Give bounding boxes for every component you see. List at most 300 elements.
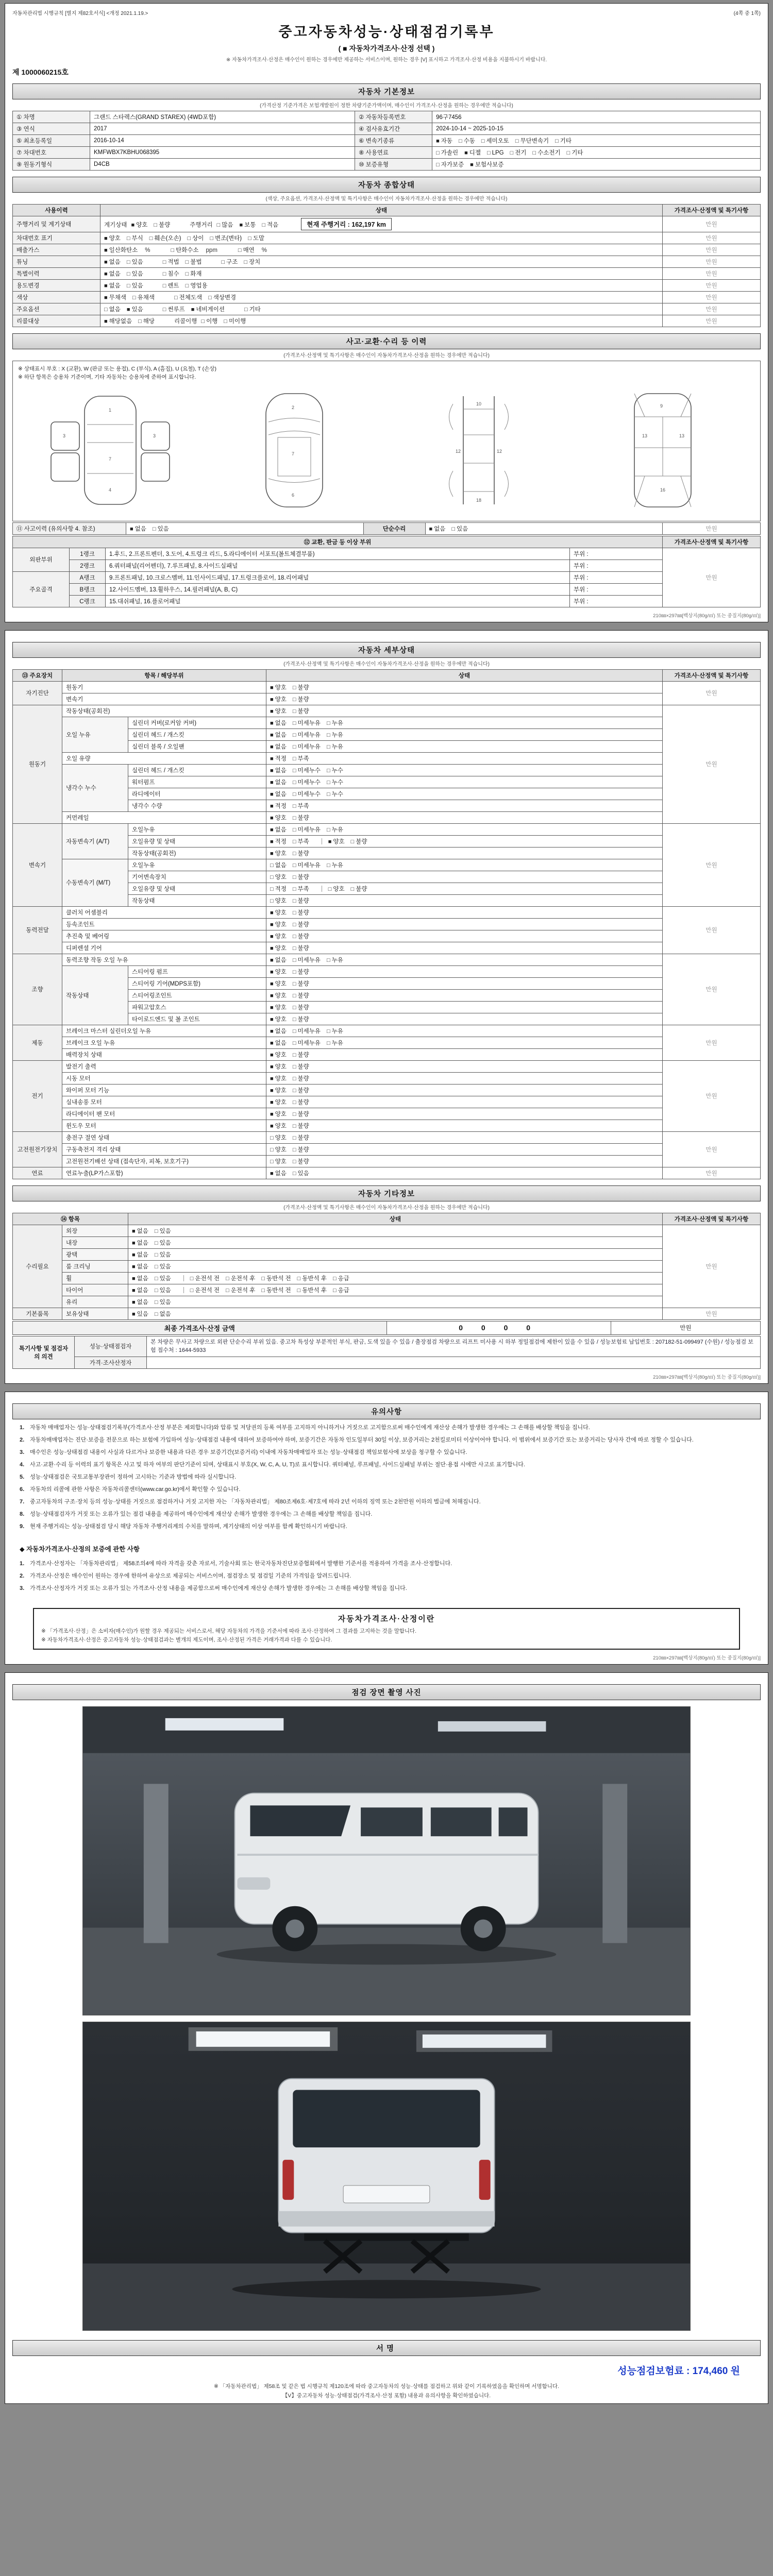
checkbox[interactable] — [293, 731, 321, 739]
device-state — [266, 1072, 663, 1084]
checkbox[interactable] — [293, 1086, 309, 1094]
checkbox[interactable] — [127, 281, 143, 290]
checkbox[interactable] — [293, 849, 309, 857]
checkbox[interactable] — [270, 790, 287, 798]
checkbox-label: 양호 — [275, 1052, 287, 1058]
checkbox[interactable] — [293, 932, 309, 940]
checkbox[interactable] — [270, 873, 287, 881]
checkbox[interactable] — [270, 1169, 287, 1177]
checkbox[interactable] — [155, 1262, 171, 1270]
checkbox[interactable] — [270, 896, 287, 905]
checkbox[interactable] — [333, 1286, 349, 1294]
checkbox-label: 동반석 후 — [302, 1287, 327, 1294]
checkbox-icon: ■ — [270, 1111, 274, 1117]
legend-line-1: ※ 상태표시 부호 : X (교환), W (판금 또는 용접), C (부식), A (흠집), U (요철), T (손상) — [18, 366, 216, 372]
checkbox-icon: ■ — [270, 980, 274, 987]
rank-parts: 12.사이드멤버, 13.휠하우스, 14.필러패널(A, B, C) — [106, 583, 570, 595]
checkbox[interactable] — [293, 1145, 309, 1154]
price-cell: 만원 — [663, 522, 761, 534]
checkbox[interactable] — [293, 1169, 309, 1177]
checkbox[interactable] — [293, 956, 321, 964]
checkbox[interactable] — [130, 524, 146, 533]
price-cell: 만원 — [663, 1060, 761, 1131]
checkbox[interactable] — [155, 1298, 171, 1306]
checkbox[interactable] — [293, 837, 309, 845]
checkbox-label: 미세누유 — [297, 1040, 321, 1046]
checkbox-icon: □ — [350, 886, 355, 892]
checkbox[interactable] — [293, 991, 309, 999]
checkbox[interactable] — [270, 920, 287, 928]
checkbox[interactable] — [459, 137, 475, 145]
checkbox[interactable] — [555, 137, 572, 145]
checkbox[interactable] — [293, 683, 309, 691]
checkbox[interactable] — [104, 234, 121, 242]
device-state — [266, 859, 663, 871]
checkbox-icon: ■ — [132, 1251, 136, 1258]
checkbox[interactable] — [270, 932, 287, 940]
checkbox[interactable] — [470, 160, 503, 168]
checkbox-label: 불량 — [297, 1134, 309, 1141]
price-cell: 만원 — [663, 954, 761, 1025]
checkbox[interactable] — [127, 258, 143, 266]
damage-entry[interactable]: 부위 : — [570, 595, 663, 607]
checkbox[interactable] — [270, 944, 287, 952]
checkbox[interactable] — [270, 1074, 287, 1082]
simple-repair-label: 단순수리 — [363, 522, 425, 534]
checkbox[interactable] — [163, 269, 179, 278]
detail-row — [13, 918, 761, 930]
usage-state — [100, 280, 663, 292]
notice-number: 4. — [20, 1461, 25, 1468]
checkbox[interactable] — [127, 234, 143, 242]
checkbox[interactable] — [270, 1086, 287, 1094]
rank-label: 2랭크 — [70, 560, 106, 571]
etc-row — [13, 1308, 761, 1319]
price-survey-select[interactable]: ( ■ 자동차가격조사·산정 선택 ) — [338, 44, 435, 53]
checkbox[interactable] — [240, 221, 256, 229]
checkbox-label: 디젤 — [469, 150, 481, 156]
checkbox-label: 응급 — [338, 1275, 349, 1282]
device-group: 변속기 — [13, 823, 62, 906]
checkbox-label: 양호 — [275, 1099, 287, 1106]
checkbox[interactable] — [270, 719, 287, 727]
checkbox[interactable] — [155, 1250, 171, 1259]
checkbox[interactable] — [270, 1027, 287, 1035]
checkbox[interactable] — [333, 1274, 349, 1282]
checkbox[interactable] — [436, 148, 458, 157]
checkbox[interactable] — [293, 1015, 309, 1023]
checkbox[interactable] — [226, 1274, 255, 1282]
checkbox-icon: □ — [326, 732, 330, 738]
checkbox[interactable] — [270, 1003, 287, 1011]
checkbox-label: 없음 — [275, 732, 287, 738]
checkbox[interactable] — [351, 837, 367, 845]
checkbox[interactable] — [186, 281, 208, 290]
checkbox[interactable] — [293, 1133, 309, 1142]
checkbox-icon: □ — [162, 283, 166, 289]
checkbox-icon: □ — [292, 1052, 296, 1058]
checkbox[interactable] — [217, 221, 233, 229]
checkbox[interactable] — [104, 258, 121, 266]
notice-item — [20, 1522, 753, 1531]
checkbox[interactable] — [293, 1003, 309, 1011]
checkbox[interactable] — [270, 731, 287, 739]
checkbox[interactable] — [270, 707, 287, 715]
state-group — [174, 317, 252, 325]
checkbox[interactable] — [293, 968, 309, 976]
define-box-body: ※ 「가격조사·산정」은 소비자(매수인)가 원할 경우 제공되는 서비스로서, 해당 자동차의 가격을 기준서에 따라 조사·산정하여 그 결과를 고지하는 것을 말합니다. — [41, 1628, 417, 1635]
checkbox[interactable] — [132, 293, 155, 301]
checkbox-label: 불량 — [297, 684, 309, 691]
detail-row — [13, 1120, 761, 1131]
checkbox[interactable] — [293, 719, 321, 727]
checkbox-icon: ■ — [270, 1063, 274, 1070]
damage-entry[interactable]: 부위 : — [570, 560, 663, 571]
checkbox[interactable] — [270, 979, 287, 988]
checkbox[interactable] — [163, 258, 179, 266]
checkbox[interactable] — [451, 524, 468, 533]
checkbox[interactable] — [328, 885, 345, 893]
device-group: 자기진단 — [13, 681, 62, 705]
checkbox[interactable] — [270, 1050, 287, 1059]
checkbox[interactable] — [222, 258, 238, 266]
checkbox[interactable] — [208, 293, 236, 301]
checkbox[interactable] — [293, 1050, 309, 1059]
checkbox[interactable] — [104, 317, 132, 325]
checkbox[interactable] — [270, 742, 287, 751]
checkbox[interactable] — [270, 754, 287, 762]
checkbox[interactable] — [155, 1227, 171, 1235]
checkbox[interactable] — [327, 956, 343, 964]
checkbox[interactable] — [293, 707, 309, 715]
checkbox[interactable] — [436, 160, 464, 168]
notice-text: 가격조사·산정은 매수인이 원하는 경우에 한하여 유상으로 제공되는 서비스이며, 점검장소 및 점검일 기준의 가격임을 알려드립니다. — [30, 1572, 351, 1579]
notice-text: 매수인은 성능·상태점검 내용이 사실과 다르거나 보증한 내용과 다른 경우 보증기간(보증거리) 이내에 자동차매매업자 또는 성능·상태점검 책임보험사에 보상을 청구할 수 있습니다. — [30, 1449, 467, 1455]
checkbox[interactable] — [270, 1145, 287, 1154]
notice-text: 성능·상태점검은 국토교통부장관이 정하여 고시하는 기준과 방법에 따라 실시합니다. — [30, 1473, 237, 1480]
checkbox[interactable] — [293, 944, 309, 952]
checkbox[interactable] — [154, 221, 170, 229]
checkbox[interactable] — [270, 1015, 287, 1023]
car-top-view-diagram — [217, 386, 372, 515]
checkbox[interactable] — [293, 1027, 321, 1035]
checkbox[interactable] — [293, 802, 309, 810]
checkbox[interactable] — [293, 766, 321, 774]
checkbox[interactable] — [270, 861, 287, 869]
checkbox-label: 있음 — [159, 1228, 171, 1234]
checkbox[interactable] — [270, 1133, 287, 1142]
checkbox-label: 없음 — [275, 743, 287, 750]
checkbox[interactable] — [190, 1274, 220, 1282]
device-state — [266, 811, 663, 823]
checkbox[interactable] — [155, 1310, 171, 1318]
checkbox[interactable] — [293, 979, 309, 988]
checkbox[interactable] — [293, 861, 321, 869]
section-detail-note: (가격조사·산정액 및 특기사항은 매수인이 자동차가격조사·산정을 원하는 경우에만 적습니다) — [283, 661, 490, 667]
damage-entry[interactable]: 부위 : — [570, 583, 663, 595]
checkbox[interactable] — [191, 305, 225, 313]
checkbox[interactable] — [270, 1110, 287, 1118]
device-state — [266, 1084, 663, 1096]
checkbox-icon: ■ — [104, 247, 108, 253]
price-cell: 만원 — [663, 268, 761, 280]
form-reference — [12, 9, 761, 16]
checkbox[interactable] — [163, 305, 185, 313]
checkbox[interactable] — [174, 293, 202, 301]
checkbox[interactable] — [327, 1039, 343, 1047]
checkbox[interactable] — [210, 234, 242, 242]
price-survey-note: ※ 자동차가격조사·산정은 매수인이 원하는 경우에만 제공하는 서비스이며, 원하는 경우 [V] 표시하고 가격조사·산정 비용을 지불하시기 바랍니다. — [226, 57, 547, 63]
checkbox-icon: □ — [297, 1275, 301, 1282]
state-group — [238, 246, 274, 254]
checkbox[interactable] — [104, 305, 121, 313]
device-state — [266, 930, 663, 942]
checkbox[interactable] — [293, 814, 309, 822]
checkbox[interactable] — [293, 1122, 309, 1130]
checkbox[interactable] — [293, 695, 309, 703]
checkbox[interactable] — [270, 1157, 287, 1165]
checkbox[interactable] — [270, 908, 287, 917]
exchange-row — [13, 571, 761, 583]
checkbox[interactable] — [149, 234, 181, 242]
checkbox-icon: □ — [292, 874, 296, 880]
checkbox-icon: □ — [226, 1287, 229, 1294]
checkbox[interactable] — [171, 246, 198, 254]
checkbox[interactable] — [429, 524, 446, 533]
checkbox[interactable] — [293, 1039, 321, 1047]
checkbox[interactable] — [567, 148, 583, 157]
checkbox[interactable] — [293, 896, 309, 905]
detail-row — [13, 930, 761, 942]
checkbox[interactable] — [188, 234, 204, 242]
usage-state — [100, 256, 663, 268]
checkbox[interactable] — [487, 150, 504, 156]
checkbox[interactable] — [293, 1157, 309, 1165]
checkbox[interactable] — [327, 742, 343, 751]
checkbox[interactable] — [127, 269, 143, 278]
checkbox[interactable] — [155, 1239, 171, 1247]
checkbox[interactable] — [270, 956, 287, 964]
repair-item-label: 휠 — [62, 1272, 128, 1284]
checkbox-icon: □ — [126, 235, 130, 242]
checkbox[interactable] — [464, 148, 481, 157]
notice-number: 7. — [20, 1498, 25, 1505]
checkbox-icon: ■ — [270, 767, 274, 774]
field-value: KMFWBX7KBHU068395 — [90, 147, 355, 159]
notice-text: 자동차매매업자는 진단·보증을 전문으로 하는 보험에 가입하여 성능·상태점검 내용에 대하여 보증하여야 하며, 보증기간은 자동차 인도일부터 30일 이상, 보증거리는 2천킬로미터 이상이어야 합니다. 이 범위에서 보증기간 또는 보증거리는 당사자 간에 따로 정할 수 있습니다. — [30, 1436, 694, 1443]
overall-col-price: 가격조사·산정액 및 특기사항 — [663, 205, 761, 216]
checkbox-label: 불법 — [190, 259, 202, 265]
checkbox-icon: ■ — [270, 1028, 274, 1035]
checkbox-label: 동반석 전 — [266, 1275, 291, 1282]
checkbox[interactable] — [532, 148, 560, 157]
device-part: 오일유량 및 상태 — [128, 835, 266, 847]
device-state — [266, 977, 663, 989]
checkbox[interactable] — [104, 293, 126, 301]
rank-label: C랭크 — [70, 595, 106, 607]
checkbox[interactable] — [153, 524, 169, 533]
checkbox[interactable] — [186, 269, 202, 278]
checkbox[interactable] — [327, 766, 343, 774]
checkbox[interactable] — [293, 908, 309, 917]
checkbox[interactable] — [262, 221, 278, 229]
checkbox-icon: □ — [185, 283, 189, 289]
checkbox[interactable] — [248, 234, 264, 242]
checkbox-label: 불량 — [297, 708, 309, 715]
checkbox-icon: ■ — [132, 1275, 136, 1282]
section-overall-title: 자동차 종합상태 — [12, 177, 761, 193]
damage-entry[interactable]: 부위 : — [570, 571, 663, 583]
checkbox[interactable] — [270, 814, 287, 822]
checkbox[interactable] — [270, 766, 287, 774]
price-cell: 만원 — [663, 548, 761, 607]
checkbox[interactable] — [201, 317, 217, 325]
checkbox[interactable] — [270, 683, 287, 691]
checkbox[interactable] — [104, 246, 138, 254]
checkbox[interactable] — [351, 885, 367, 893]
checkbox[interactable] — [224, 317, 246, 325]
checkbox[interactable] — [297, 1286, 327, 1294]
detail-row — [13, 859, 761, 871]
svg-text:12: 12 — [496, 448, 502, 454]
checkbox[interactable] — [327, 790, 343, 798]
checkbox[interactable] — [270, 802, 287, 810]
checkbox-label: 미세누유 — [297, 862, 321, 869]
checkbox[interactable] — [244, 258, 260, 266]
device-part: 클러치 어셈블리 — [62, 906, 266, 918]
checkbox[interactable] — [163, 281, 179, 290]
checkbox[interactable] — [293, 920, 309, 928]
checkbox[interactable] — [293, 1074, 309, 1082]
checkbox[interactable] — [328, 837, 345, 845]
checkbox[interactable] — [138, 317, 155, 325]
checkbox[interactable] — [293, 873, 309, 881]
checkbox[interactable] — [481, 137, 509, 145]
checkbox-icon: □ — [292, 1146, 296, 1153]
checkbox[interactable] — [270, 778, 287, 786]
checkbox[interactable] — [270, 885, 287, 893]
checkbox[interactable] — [270, 1039, 287, 1047]
checkbox[interactable] — [293, 790, 321, 798]
checkbox[interactable] — [127, 305, 143, 313]
checkbox[interactable] — [293, 1098, 309, 1106]
checkbox-label: 부식 — [131, 235, 143, 242]
checkbox[interactable] — [327, 719, 343, 727]
notice-item — [20, 1572, 753, 1581]
checkbox[interactable] — [104, 269, 121, 278]
checkbox[interactable] — [293, 825, 321, 834]
checkbox[interactable] — [261, 1286, 291, 1294]
detail-row — [13, 1167, 761, 1179]
checkbox[interactable] — [270, 1062, 287, 1071]
notice-number: 5. — [20, 1473, 25, 1480]
device-part: 실내송풍 모터 — [62, 1096, 266, 1108]
checkbox[interactable] — [132, 1298, 148, 1306]
checkbox[interactable] — [293, 1110, 309, 1118]
checkbox[interactable] — [132, 1239, 148, 1247]
checkbox-icon: ■ — [270, 1123, 274, 1129]
checkbox[interactable] — [155, 1286, 171, 1294]
checkbox[interactable] — [293, 742, 321, 751]
checkbox[interactable] — [293, 1062, 309, 1071]
checkbox[interactable] — [131, 221, 147, 229]
checkbox[interactable] — [132, 1274, 148, 1282]
checkbox[interactable] — [327, 731, 343, 739]
checkbox[interactable] — [226, 1286, 255, 1294]
device-state — [266, 705, 663, 717]
checkbox[interactable] — [244, 305, 261, 313]
checkbox-icon: □ — [326, 743, 330, 750]
checkbox-label: 양호 — [275, 684, 287, 691]
checkbox[interactable] — [297, 1274, 327, 1282]
checkbox[interactable] — [270, 991, 287, 999]
checkbox[interactable] — [270, 1122, 287, 1130]
checkbox[interactable] — [104, 281, 121, 290]
section-accident-title: 사고·교환·수리 등 이력 — [12, 333, 761, 349]
checkbox[interactable] — [261, 1274, 291, 1282]
checkbox[interactable] — [132, 1310, 148, 1318]
checkbox[interactable] — [270, 1098, 287, 1106]
checkbox[interactable] — [293, 885, 309, 893]
state-group — [244, 305, 267, 313]
checkbox[interactable] — [293, 754, 309, 762]
checkbox-label: 자가보증 — [441, 162, 464, 168]
checkbox[interactable] — [293, 778, 321, 786]
device-state — [266, 906, 663, 918]
checkbox[interactable] — [270, 825, 287, 834]
svg-text:12: 12 — [455, 448, 461, 454]
checkbox[interactable] — [270, 968, 287, 976]
checkbox-label: 네비게이션 — [196, 307, 225, 313]
checkbox[interactable] — [132, 1286, 148, 1294]
checkbox[interactable] — [436, 137, 452, 145]
notice-text: 현재 주행거리는 성능·상태점검 당시 해당 자동차 주행거리계의 수치를 말하며, 계기상태의 이상 여부를 함께 확인하시기 바랍니다. — [30, 1523, 347, 1530]
checkbox[interactable] — [132, 1227, 148, 1235]
svg-text:18: 18 — [476, 497, 481, 503]
checkbox[interactable] — [515, 137, 549, 145]
svg-text:4: 4 — [108, 487, 111, 493]
checkbox[interactable] — [238, 246, 255, 254]
checkbox[interactable] — [270, 837, 287, 845]
device-part: 구동축전지 격리 상태 — [62, 1143, 266, 1155]
checkbox-label: 기타 — [572, 150, 583, 156]
device-part: 스티어링 기어(MDPS포함) — [128, 977, 266, 989]
checkbox-icon: □ — [555, 138, 559, 144]
checkbox-label: 미세누수 — [297, 779, 321, 786]
checkbox-label: 수소전기 — [537, 150, 561, 156]
checkbox[interactable] — [327, 778, 343, 786]
checkbox[interactable] — [510, 148, 527, 157]
checkbox-label: 누유 — [331, 862, 343, 869]
checkbox-icon: ■ — [270, 957, 274, 963]
damage-entry[interactable]: 부위 : — [570, 548, 663, 560]
checkbox[interactable] — [132, 1250, 148, 1259]
checkbox-label: 없음 — [109, 271, 121, 277]
checkbox[interactable] — [327, 825, 343, 834]
checkbox[interactable] — [132, 1262, 148, 1270]
checkbox[interactable] — [270, 695, 287, 703]
value-box: 현재 주행거리 : 162,197 km — [301, 218, 392, 230]
checkbox[interactable] — [186, 258, 202, 266]
checkbox[interactable] — [190, 1286, 220, 1294]
checkbox[interactable] — [270, 849, 287, 857]
checkbox[interactable] — [327, 1027, 343, 1035]
exchange-row — [13, 595, 761, 607]
detail-table — [12, 669, 761, 1179]
notice-number: 1. — [20, 1560, 25, 1567]
checkbox[interactable] — [155, 1274, 171, 1282]
checkbox[interactable] — [327, 861, 343, 869]
